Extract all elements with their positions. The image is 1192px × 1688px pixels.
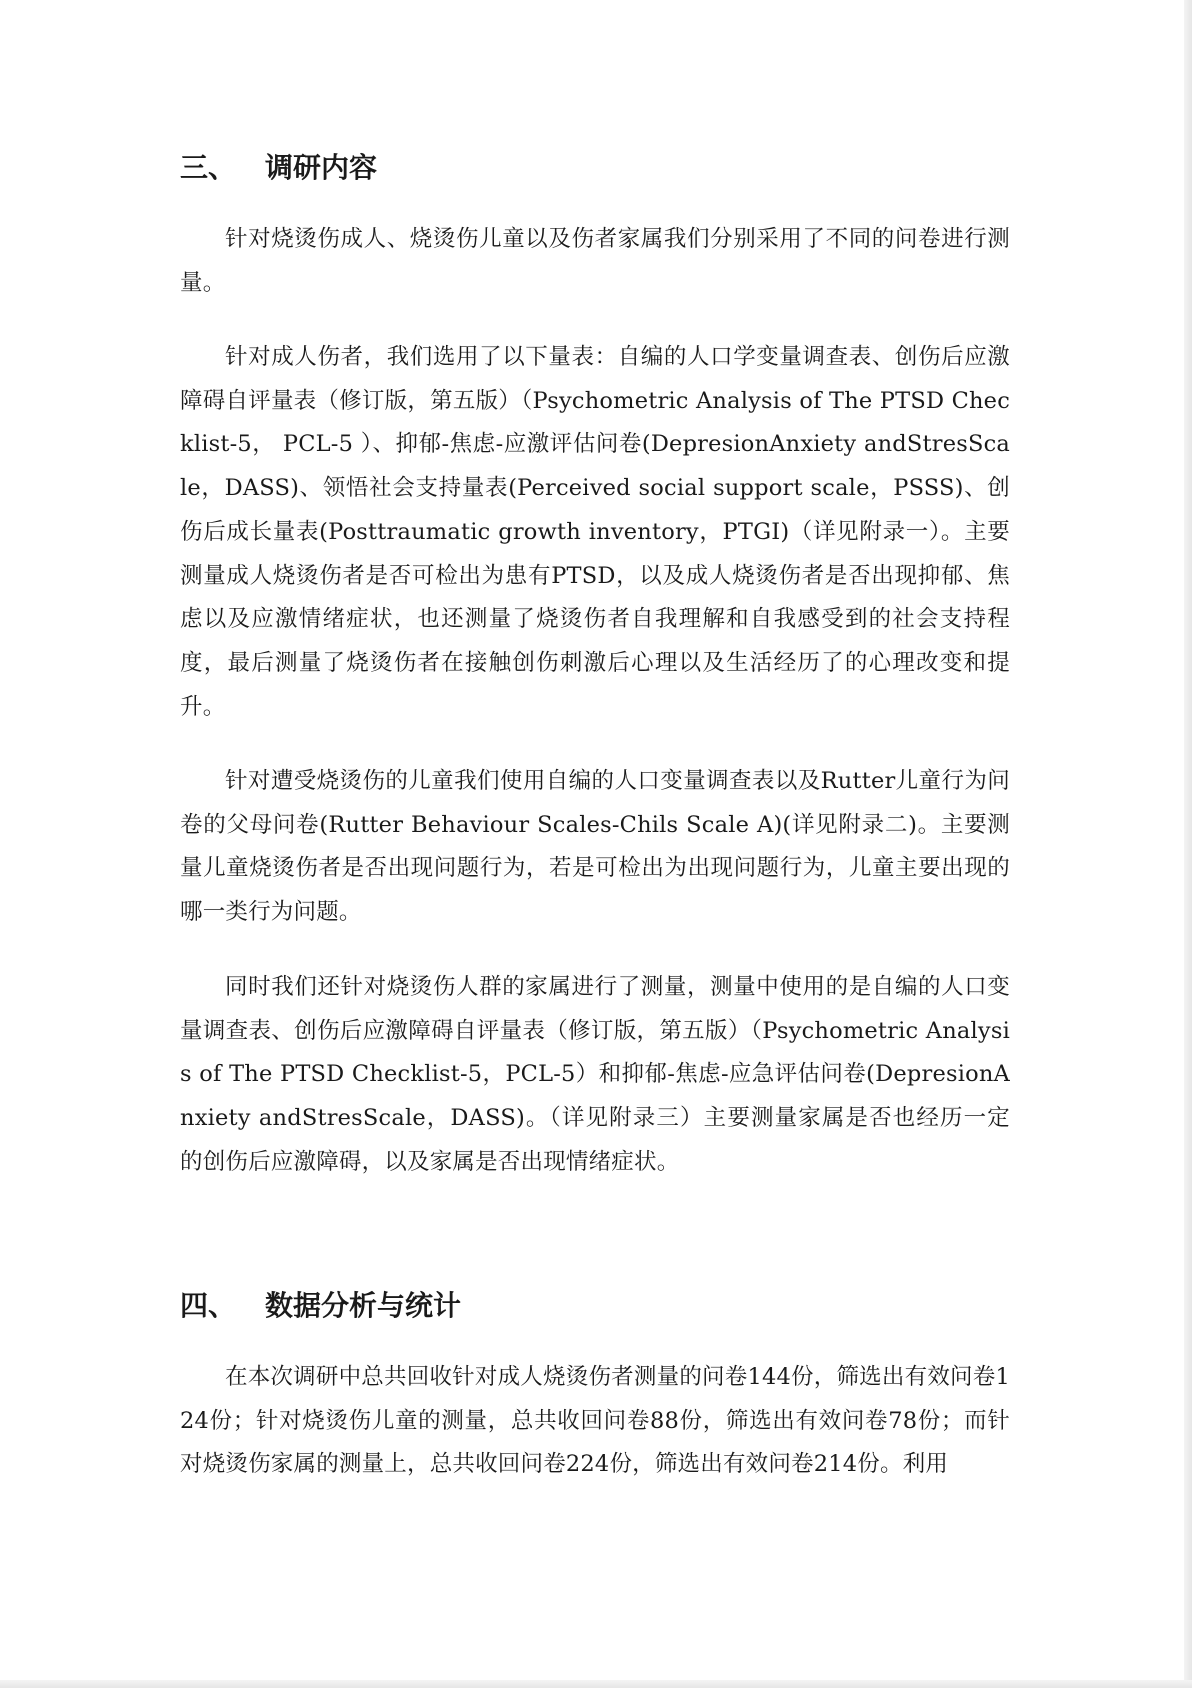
section-heading bbox=[180, 148, 377, 188]
paragraph: 在本次调研中总共回收针对成人烧烫伤者测量的问卷144份，筛选出有效问卷124份；针对烧烫伤儿童的测量，总共收回问卷88份，筛选出有效问卷78份；而针对烧烫伤家属的测量上，总共收回问卷224份，筛选出有效问卷214份。利用 bbox=[180, 1364, 1010, 1478]
section-number: 四、 bbox=[180, 1289, 237, 1322]
page-edge-right bbox=[1184, 0, 1192, 1688]
section-heading bbox=[180, 1286, 461, 1326]
paragraph: 针对遭受烧烫伤的儿童我们使用自编的人口变量调查表以及Rutter儿童行为问卷的父母问卷(Rutter Behaviour Scales-Chils Scale A)(详见附录二)。主要测量儿童烧烫伤者是否出现问题行为，若是可检出为出现问题行为，儿童主要出现的哪一类行为问题。 bbox=[180, 768, 1010, 926]
paragraph: 同时我们还针对烧烫伤人群的家属进行了测量，测量中使用的是自编的人口变量调查表、创伤后应激障碍自评量表（修订版，第五版）（Psychometric Analysis of The PTSD Checklist-5，PCL-5）和抑郁-焦虑-应急评估问卷(DepresionAnxiety andStresScale，DASS)。（详见附录三）主要测量家属是否也经历一定的创伤后应激障碍，以及家属是否出现情绪症状。 bbox=[180, 974, 1010, 1175]
section-title: 数据分析与统计 bbox=[265, 1289, 462, 1322]
paragraph: 针对烧烫伤成人、烧烫伤儿童以及伤者家属我们分别采用了不同的问卷进行测量。 bbox=[180, 226, 1010, 296]
paragraph: 针对成人伤者，我们选用了以下量表：自编的人口学变量调查表、创伤后应激障碍自评量表（修订版，第五版）（Psychometric Analysis of The PTSD Checklist-5， PCL-5 ）、抑郁-焦虑-应激评估问卷(DepresionAnxiety andStresScale，DASS)、领悟社会支持量表(Perceived social support scale，PSSS)、创伤后成长量表(Posttraumatic growth inventory，PTGI)（详见附录一）。主要测量成人烧烫伤者是否可检出为患有PTSD，以及成人烧烫伤者是否出现抑郁、焦虑以及应激情绪症状，也还测量了烧烫伤者自我理解和自我感受到的社会支持程度，最后测量了烧烫伤者在接触创伤刺激后心理以及生活经历了的心理改变和提升。 bbox=[180, 344, 1010, 720]
section-number: 三、 bbox=[180, 151, 237, 184]
section-title: 调研内容 bbox=[265, 151, 378, 184]
page-edge-bottom bbox=[0, 1680, 1192, 1688]
